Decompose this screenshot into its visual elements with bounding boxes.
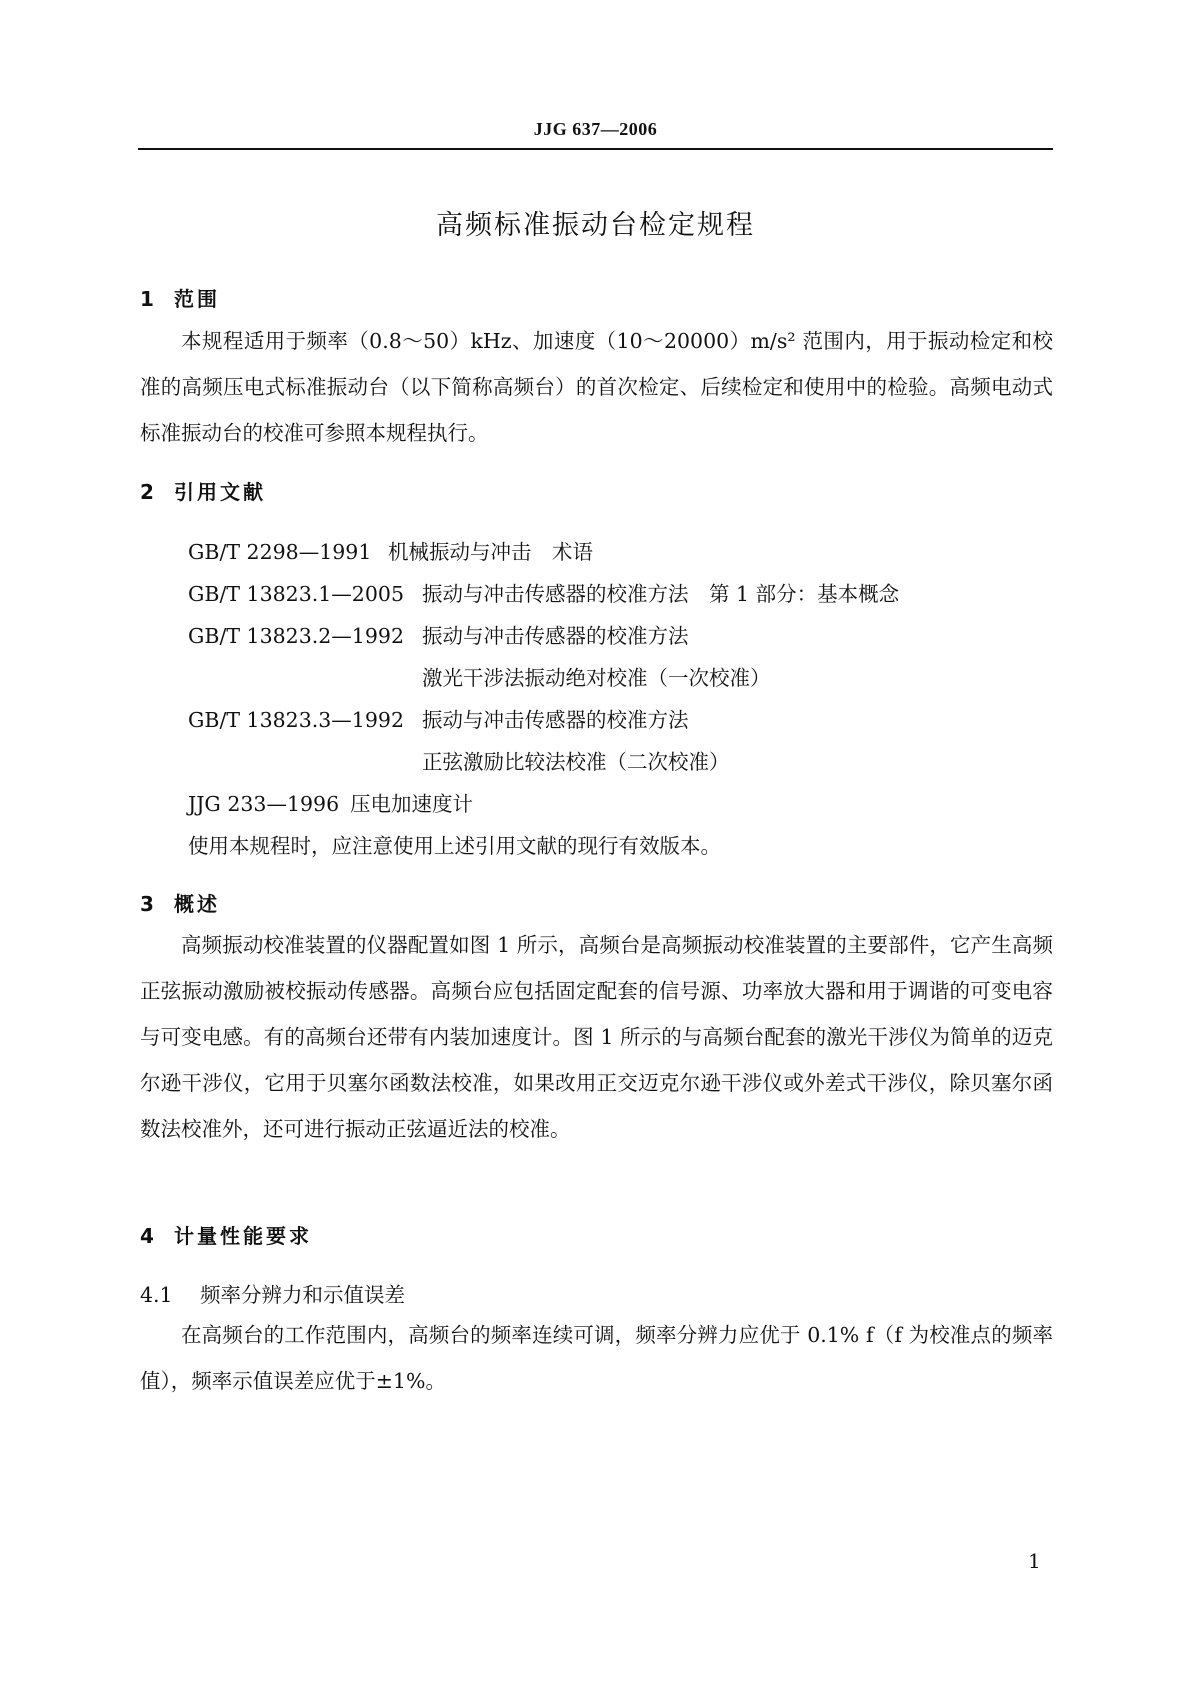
- section-number: 4: [140, 1224, 154, 1248]
- section-title: 计量性能要求: [174, 1224, 312, 1248]
- section-number: 3: [140, 892, 154, 916]
- header-rule: [138, 148, 1053, 150]
- overview-paragraph: 高频振动校准装置的仪器配置如图 1 所示，高频台是高频振动校准装置的主要部件，它产生高频正弦振动激励被校振动传感器。高频台应包括固定配套的信号源、功率放大器和用于调谐的可变电容与可变电感。有的高频台还带有内装加速度计。图 1 所示的与高频台配套的激光干涉仪为简单的迈克尔逊干涉仪，它用于贝塞尔函数法校准，如果改用正交迈克尔逊干涉仪或外差式干涉仪，除贝塞尔函数法校准外，还可进行振动正弦逼近法的校准。: [140, 933, 1053, 1141]
- reference-title: 压电加速度计: [350, 792, 473, 816]
- subsection-heading-4-1: [140, 1278, 405, 1308]
- section-title: 概述: [174, 892, 220, 916]
- reference-code: GB/T 2298—1991: [188, 540, 372, 564]
- reference-code: GB/T 13823.2—1992: [188, 624, 404, 648]
- reference-code: JJG 233—1996: [188, 792, 340, 816]
- reference-title: 振动与冲击传感器的校准方法 第 1 部分：基本概念: [422, 582, 900, 606]
- reference-item-continuation: [188, 661, 771, 691]
- scope-paragraph: 本规程适用于频率（0.8～50）kHz、加速度（10～20000）m/s² 范围内，用于振动检定和校准的高频压电式标准振动台（以下简称高频台）的首次检定、后续检定和使用中的检验。高频电动式标准振动台的校准可参照本规程执行。: [140, 329, 1053, 445]
- document-title: 高频标准振动台检定规程: [436, 210, 755, 241]
- reference-title: 正弦激励比较法校准（二次校准）: [422, 750, 730, 774]
- reference-item: [188, 577, 899, 607]
- section-heading-1: [140, 283, 220, 312]
- reference-item: [188, 787, 473, 817]
- reference-item: [188, 619, 689, 649]
- section-title: 范围: [174, 287, 220, 311]
- section-number: 2: [140, 480, 154, 504]
- subsection-title: 频率分辨力和示值误差: [200, 1283, 405, 1307]
- reference-item-continuation: [188, 745, 730, 775]
- reference-code: GB/T 13823.1—2005: [188, 582, 404, 606]
- reference-title: 机械振动与冲击 术语: [388, 540, 593, 564]
- section-heading-4: [140, 1220, 312, 1249]
- section-heading-2: [140, 476, 266, 505]
- section-heading-3: [140, 888, 220, 917]
- section-number: 1: [140, 287, 154, 311]
- reference-item: [188, 535, 593, 565]
- page-number: 1: [1028, 1549, 1041, 1573]
- section-title: 引用文献: [174, 480, 266, 504]
- subsection-number: 4.1: [140, 1283, 173, 1307]
- reference-title: 激光干涉法振动绝对校准（一次校准）: [422, 666, 771, 690]
- page-header: JJG 637—2006: [533, 119, 658, 139]
- subsection-paragraph: 在高频台的工作范围内，高频台的频率连续可调，频率分辨力应优于 0.1% f（f 为校准点的频率值），频率示值误差应优于±1%。: [140, 1323, 1053, 1393]
- reference-item: [188, 703, 689, 733]
- references-note: 使用本规程时，应注意使用上述引用文献的现行有效版本。: [188, 834, 721, 858]
- reference-code: GB/T 13823.3—1992: [188, 708, 404, 732]
- reference-title: 振动与冲击传感器的校准方法: [422, 708, 689, 732]
- reference-title: 振动与冲击传感器的校准方法: [422, 624, 689, 648]
